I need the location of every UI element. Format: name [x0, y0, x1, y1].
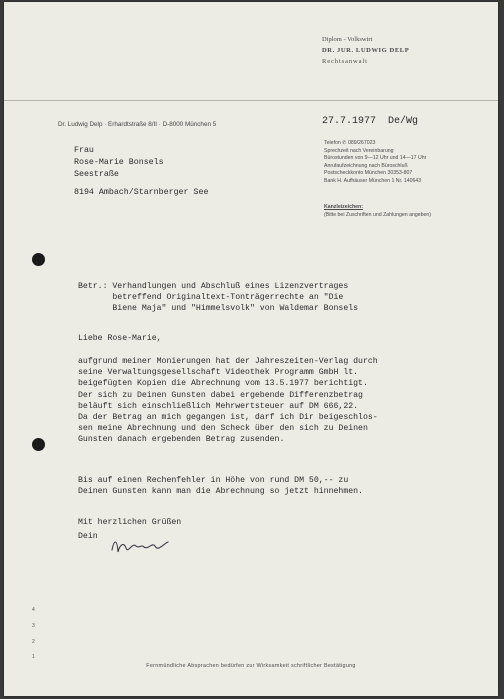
paragraph-line: Der sich zu Deinen Gunsten dabei ergebende Differenzbetrag — [78, 390, 363, 400]
recipient-line: 8194 Ambach/Starnberger See — [74, 188, 209, 197]
recipient-line: Rose-Marie Bonsels — [74, 158, 164, 167]
contact-answering: Anrufaufzeichnung nach Büroschluß — [324, 162, 408, 169]
letterhead-profession: Rechtsanwalt — [322, 58, 368, 65]
closing-line: Mit herzlichen Grüßen — [78, 518, 182, 527]
subject-block — [78, 281, 488, 315]
margin-number: 4 — [32, 607, 35, 613]
margin-number: 2 — [32, 639, 35, 645]
header-rule — [4, 100, 498, 101]
paragraph-line: Da der Betrag an mich gegangen ist, darf ich Dir beigeschlos- — [78, 413, 378, 423]
footer-note: Fernmündliche Absprachen bedürfen zur Wirksamkeit schriftlicher Bestätigung — [146, 663, 356, 669]
reference-label: Kanzleizeichen: — [324, 204, 363, 210]
recipient-line: Frau — [74, 146, 94, 155]
subject-line: betreffend Originaltext-Tonträgerrechte an "Die — [78, 293, 344, 303]
paragraph-line: aufgrund meiner Monierungen hat der Jahreszeiten-Verlag durch — [78, 357, 378, 366]
paragraph-line: Bis auf einen Rechenfehler in Höhe von rund DM 50,-- zu — [78, 476, 349, 485]
closing-line: Dein — [78, 532, 98, 541]
contact-phone: Telefon ✆ 089/267023 — [324, 140, 376, 146]
reference-note: (Bitte bei Zuschriften und Zahlungen angeben) — [324, 211, 431, 218]
margin-number: 1 — [32, 654, 35, 660]
return-address: Dr. Ludwig Delp · Erhardtstraße 8/II · D-8000 München 5 — [58, 121, 217, 128]
recipient-line: Seestraße — [74, 170, 119, 179]
contact-bank: Bank H. Aufhäuser München 1 Nr. 140643 — [324, 177, 422, 184]
contact-hours: Sprechzeit nach Vereinbarung — [324, 147, 394, 154]
handwritten-signature — [108, 530, 178, 558]
contact-hours: Bürostunden von 9—12 Uhr und 14—17 Uhr — [324, 155, 427, 162]
paragraph-2 — [78, 475, 488, 497]
paragraph-line: Deinen Gunsten kann man die Abrechnung so jetzt hinnehmen. — [78, 487, 363, 497]
contact-info — [324, 140, 426, 186]
punch-hole — [32, 253, 45, 266]
contact-postal-account: Postscheckkonto München 30353-807 — [324, 170, 413, 177]
paragraph-line: beigefügten Kopien die Abrechnung vom 13.5.1977 berichtigt. — [78, 379, 368, 389]
margin-number: 3 — [32, 623, 35, 629]
paragraph-line: sen meine Abrechnung und den Scheck über den sich zu Deinen — [78, 424, 368, 434]
punch-hole — [32, 438, 45, 451]
letterhead — [322, 34, 409, 67]
paragraph-line: seine Verwaltungsgesellschaft Videothek Programm GmbH lt. — [78, 368, 359, 378]
recipient-address — [74, 145, 208, 199]
paragraph-line: Gunsten danach ergebenden Betrag zusenden. — [78, 435, 285, 445]
date-reference: 27.7.1977 De/Wg — [322, 116, 419, 127]
letterhead-name: DR. JUR. LUDWIG DELP — [322, 47, 410, 54]
reference-box — [324, 204, 431, 219]
paragraph-1 — [78, 356, 488, 446]
subject-line: Betr.: Verhandlungen und Abschluß eines Lizenzvertrages — [78, 282, 349, 291]
subject-line: Biene Maja" und "Himmelsvolk" von Waldemar Bonsels — [78, 304, 359, 314]
paragraph-line: beläuft sich einschließlich Mehrwertsteuer auf DM 666,22. — [78, 401, 359, 411]
letterhead-title: Diplom - Volkswirt — [322, 36, 373, 43]
greeting: Liebe Rose-Marie, — [78, 334, 162, 343]
letter-sheet — [4, 2, 498, 696]
